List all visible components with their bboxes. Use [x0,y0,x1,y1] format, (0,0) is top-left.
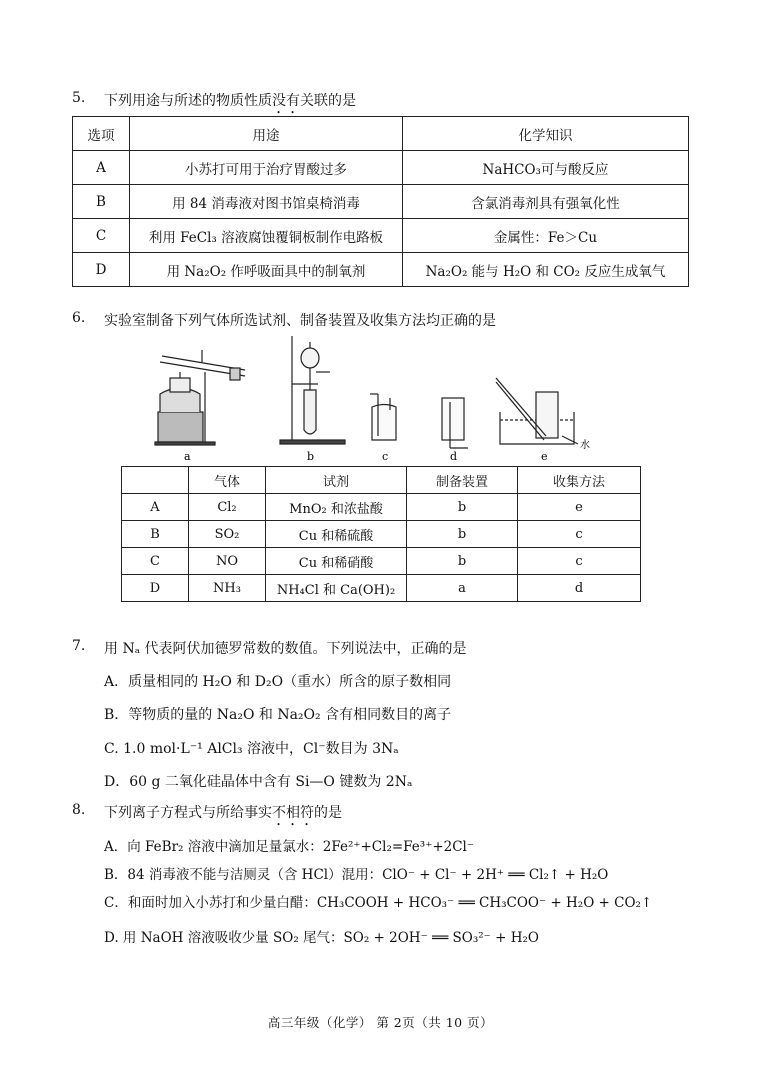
q6-gas-cell: SO₂ [189,521,266,548]
q5-number: 5. [72,90,86,106]
q5-knowledge-cell: 含氯消毒剂具有强氧化性 [403,185,689,219]
fig-label-c: c [382,450,389,463]
fig-label-a: a [184,450,191,463]
q6-option-cell: A [122,494,189,521]
table-row [122,575,641,602]
q6-device-cell: a [407,575,518,602]
q7-number: 7. [72,638,86,654]
q5-knowledge-cell: NaHCO₃可与酸反应 [403,151,689,185]
q6-reagent-cell: MnO₂ 和浓盐酸 [266,494,407,521]
q5-header-option: 选项 [73,117,130,151]
q5-header-use: 用途 [130,117,403,151]
q7-stem: 用 Nₐ 代表阿伏加德罗常数的数值。下列说法中，正确的是 [104,641,467,657]
q6-collect-cell: c [518,548,641,575]
table-row [73,151,689,185]
q8-stem [104,802,342,829]
q8-option-c: C．和面时加入小苏打和少量白醋：CH₃COOH + HCO₃⁻ ══ CH₃COO⁻ + H₂O + CO₂↑ [104,895,653,911]
fig-label-d: d [450,450,458,463]
q5-option-cell: C [73,219,130,253]
q6-option-cell: B [122,521,189,548]
table-row [73,219,689,253]
table-row [122,494,641,521]
q6-header-reagent: 试剂 [266,467,407,494]
q5-use-cell: 小苏打可用于治疗胃酸过多 [130,151,403,185]
q8-option-b: B．84 消毒液不能与洁厕灵（含 HCl）混用：ClO⁻ + Cl⁻ + 2H⁺ ══ Cl₂↑ + H₂O [104,867,609,883]
q6-header-device: 制备装置 [407,467,518,494]
q8-option-a: A．向 FeBr₂ 溶液中滴加足量氯水：2Fe²⁺+Cl₂=Fe³⁺+2Cl⁻ [104,839,474,855]
q5-table [72,116,689,287]
apparatus-d [442,398,468,448]
q7-option-d: D．60 g 二氧化硅晶体中含有 Si—O 键数为 2Nₐ [104,774,413,790]
q6-reagent-cell: Cu 和稀硫酸 [266,521,407,548]
q5-stem-a: 下列用途与所述的物质性质 [104,93,272,109]
q5-stem-b: 关联的是 [300,93,356,109]
table-row [122,548,641,575]
q8-stem-emphasis: 不相符 [272,805,314,821]
q5-stem [104,90,356,117]
fig-water-label: 水 [580,440,590,451]
q8-stem-b: 的是 [314,805,342,821]
q6-device-cell: b [407,521,518,548]
q5-header-row [73,117,689,151]
q7-option-a: A．质量相同的 H₂O 和 D₂O（重水）所含的原子数相同 [104,674,452,690]
apparatus-figure [150,332,610,464]
q5-option-cell: A [73,151,130,185]
q6-number: 6. [72,310,86,326]
q5-knowledge-cell: Na₂O₂ 能与 H₂O 和 CO₂ 反应生成氧气 [403,253,689,287]
fig-label-e: e [541,450,548,463]
q5-header-knowledge: 化学知识 [403,117,689,151]
page-footer: 高三年级（化学） 第 2页（共 10 页） [267,1015,494,1030]
q6-gas-cell: NH₃ [189,575,266,602]
q6-device-cell: b [407,494,518,521]
q5-use-cell: 用 Na₂O₂ 作呼吸面具中的制氧剂 [130,253,403,287]
q8-option-d: D. 用 NaOH 溶液吸收少量 SO₂ 尾气：SO₂ + 2OH⁻ ══ SO₃²⁻ + H₂O [104,930,539,946]
q6-option-cell: C [122,548,189,575]
q5-stem-emphasis: 没有 [272,93,300,109]
table-row [122,521,641,548]
q5-use-cell: 用 84 消毒液对图书馆桌椅消毒 [130,185,403,219]
q7-option-b: B．等物质的量的 Na₂O 和 Na₂O₂ 含有相同数目的离子 [104,707,452,723]
q6-collect-cell: c [518,521,641,548]
q5-use-cell: 利用 FeCl₃ 溶液腐蚀覆铜板制作电路板 [130,219,403,253]
apparatus-c [370,394,396,440]
q6-device-cell: b [407,548,518,575]
q6-header-collect: 收集方法 [518,467,641,494]
table-row [73,185,689,219]
q6-gas-cell: NO [189,548,266,575]
apparatus-a [155,350,245,445]
q6-gas-cell: Cl₂ [189,494,266,521]
apparatus-b [280,336,345,444]
q6-collect-cell: d [518,575,641,602]
apparatus-e [496,378,578,444]
q6-table [121,466,641,602]
q8-stem-a: 下列离子方程式与所给事实 [104,805,272,821]
q6-header-gas: 气体 [189,467,266,494]
q7-option-c: C. 1.0 mol·L⁻¹ AlCl₃ 溶液中，Cl⁻数目为 3Nₐ [104,741,399,757]
q6-reagent-cell: Cu 和稀硝酸 [266,548,407,575]
q6-header-row [122,467,641,494]
q5-option-cell: B [73,185,130,219]
q6-collect-cell: e [518,494,641,521]
q6-option-cell: D [122,575,189,602]
q6-stem: 实验室制备下列气体所选试剂、制备装置及收集方法均正确的是 [104,313,496,329]
q5-knowledge-cell: 金属性：Fe＞Cu [403,219,689,253]
table-row [73,253,689,287]
q6-reagent-cell: NH₄Cl 和 Ca(OH)₂ [266,575,407,602]
q8-number: 8. [72,802,86,818]
fig-label-b: b [307,450,315,463]
q5-option-cell: D [73,253,130,287]
q6-header-blank [122,467,189,494]
